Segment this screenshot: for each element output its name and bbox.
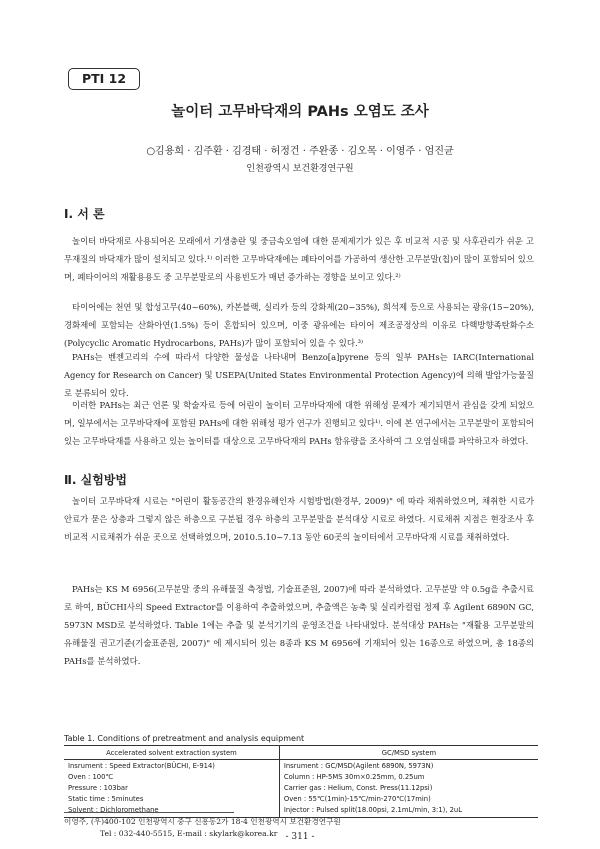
table-cell: Oven : 100℃ [68, 773, 114, 781]
table-cell: Column : HP-5MS 30m×0.25mm, 0.25um [283, 773, 425, 781]
intro-heading: Ⅰ. 서 론 [64, 207, 105, 221]
page-number: - 311 - [285, 832, 315, 842]
table-cell: Pressure : 103bar [68, 784, 128, 792]
intro-paragraph: 이러한 PAHs는 최근 언론 및 학술자료 등에 어린이 놀이터 고무바닥재에 대한 위해성 문제가 제기되면서 관심을 갖게 되었으며, 일부에서는 고무바닥재에 포함된 PAHs에 대한 위해성 평가 연구가 진행되고 있다¹⁾. 이에 본 연구에서는 고무분말이 포함되어 있는 고무바닥재를 사용하고 있는 놀이터를 대상으로 고무바닥재의 PAHs 함유량을 조사하여 그 오염실태를 파악하고자 하였다. [64, 400, 534, 446]
methods-paragraph: PAHs는 KS M 6956(고무분말 중의 유해물질 측정법, 기술표준원, 2007)에 따라 분석하였다. 고무분말 약 0.5g을 추출시료로 하여, BÜCHI사의 Speed Extractor를 이용하여 추출하였으며, 추출액은 농축 및 실리카컬럼 정제 후 Agilent 6890N GC, 5973N MSD로 분석하였다. Table 1에는 추출 및 분석기기의 운영조건을 나타내었다. 분석대상 PAHs는 "재활용 고무분말의 유해물질 권고기준(기술표준원, 2007)" 에 제시되어 있는 8종과 KS M 6956에 기재되어 있는 16종으로 하였으며, 총 18종의 PAHs를 분석하였다. [64, 584, 534, 666]
table-cell: Insrument : GC/MSD(Agilent 6890N, 5973N) [283, 762, 434, 770]
intro-paragraph: PAHs는 벤젠고리의 수에 따라서 다양한 물성을 나타내며 Benzo[a]pyrene 등의 일부 PAHs는 IARC(International Agency for Research on Cancer) 및 USEPA(United States Environmental Protection Agency)에 의해 발암가능물질로 분류되어 있다. [64, 352, 534, 398]
intro-paragraph: 타이어에는 천연 및 합성고무(40~60%), 카본블랙, 실리카 등의 강화제(20~35%), 희석제 등으로 사용되는 광유(15~20%), 경화제에 포함되는 산화아연(1.5%) 등이 혼합되어 있으며, 이중 광유에는 타이어 제조공정상의 이유로 다핵방향족탄화수소(Polycyclic Aromatic Hydrocarbons, PAHs)가 많이 포함되어 있을 수 있다.³⁾ [64, 302, 534, 348]
conditions-table [64, 745, 538, 818]
table-cell: Static time : 5minutes [68, 795, 144, 803]
table-cell: Carrier gas : Helium, Const. Press(11.12psi) [283, 784, 433, 792]
paper-title: 놀이터 고무바닥재의 PAHs 오염도 조사 [171, 104, 429, 120]
table-header-gcmsd: GC/MSD system [279, 746, 538, 760]
methods-paragraph: 놀이터 고무바닥재 시료는 "어린이 활동공간의 환경유해인자 시험방법(환경부, 2009)" 에 따라 채취하였으며, 채취한 시료가 안료가 묻은 상층과 그렇지 않은 하층으로 구분될 경우 하층의 고무분말을 분석대상 시료로 하였다. 시료채취 지점은 현장조사 후 비교적 시료채취가 쉬운 곳으로 선택하였으며, 2010.5.10~7.13 동안 60곳의 놀이터에서 고무바닥재 시료를 채취하였다. [64, 496, 534, 542]
intro-paragraph: 놀이터 바닥재로 사용되어온 모래에서 기생충란 및 중금속오염에 대한 문제제기가 있은 후 비교적 시공 및 사후관리가 쉬운 고무재질의 바닥재가 많이 설치되고 있다.¹⁾ 이러한 고무바닥재에는 폐타이어를 가공하여 생산한 고무분말(칩)이 많이 포함되어 있으며, 폐타이어의 재활용용도 중 고무분말로의 사용빈도가 매년 증가하는 경향을 보이고 있다.²⁾ [64, 236, 534, 282]
table-caption: Table 1. Conditions of pretreatment and analysis equipment [64, 734, 305, 743]
ase-conditions [64, 760, 279, 818]
author-list: ○김용희 · 김주환 · 김경태 · 허정건 · 주완종 · 김오목 · 이영주 · 엄진균 [146, 146, 454, 157]
table-cell: Insrument : Speed Extractor(BÜCHI, E-914) [68, 762, 215, 770]
table-header-ase: Accelerated solvent extraction system [64, 746, 279, 760]
table-cell: Injector : Pulsed split(18.00psi, 2.1mL/min, 3:1), 2uL [283, 806, 463, 814]
affiliation: 인천광역시 보건환경연구원 [246, 164, 354, 174]
footnote-contact: Tel : 032-440-5515, E-mail : skylark@korea.kr [100, 829, 278, 838]
footnote-rule [64, 812, 234, 813]
table-cell: Solvent : Dichloromethane [68, 806, 159, 814]
methods-heading: Ⅱ. 실험방법 [64, 473, 128, 487]
gcmsd-conditions [279, 760, 538, 818]
footnote-address: 이영주, (우)400-102 인천광역시 중구 신흥동2가 18-4 인천광역시 보건환경연구원 [64, 817, 341, 826]
section-badge: PTI 12 [68, 68, 140, 90]
table-cell: Oven : 55℃(1min)-15℃/min-270℃(17min) [283, 795, 431, 803]
